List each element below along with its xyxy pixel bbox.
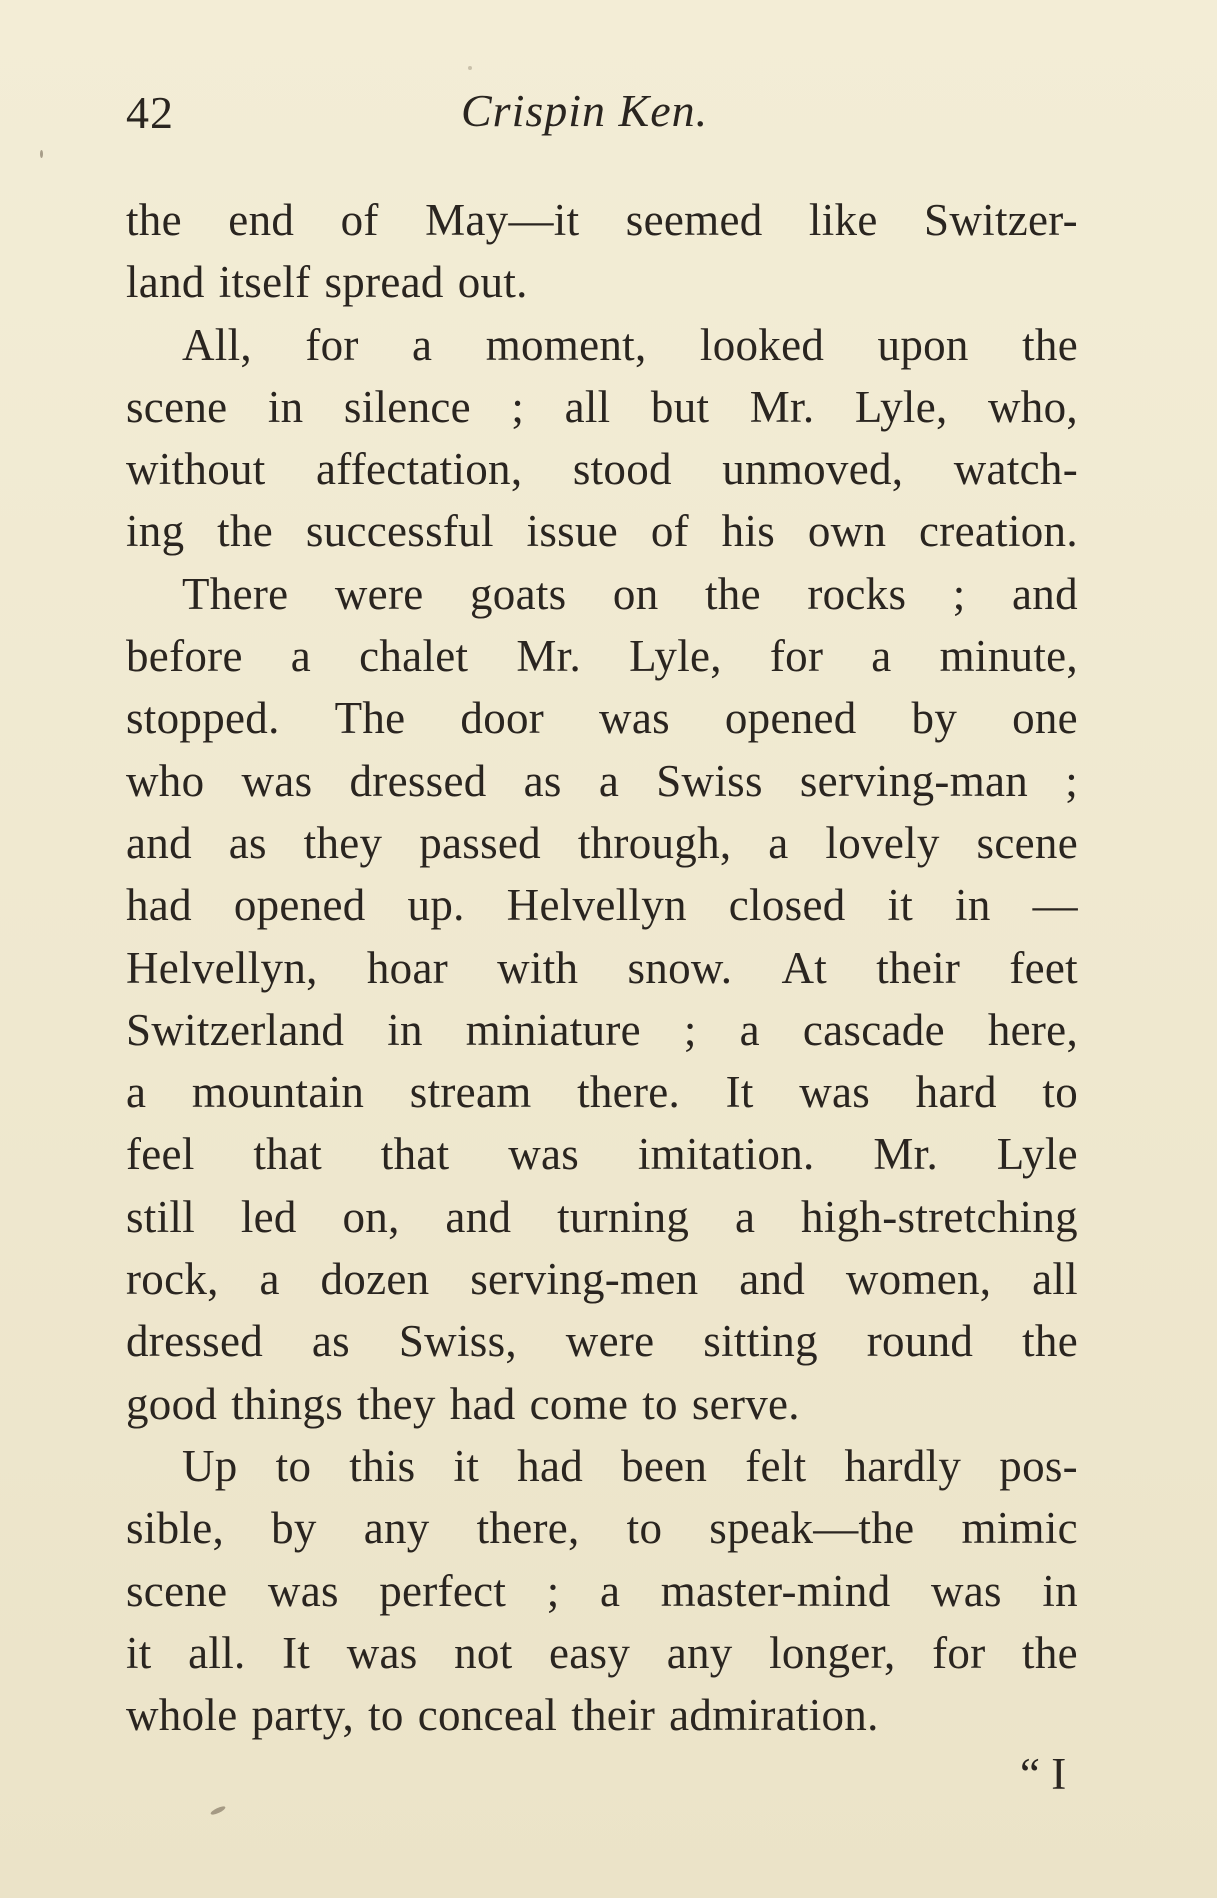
word: were — [565, 1316, 655, 1367]
word: ; — [546, 1565, 560, 1616]
paper-speck — [468, 66, 472, 70]
word: May—it — [425, 195, 580, 245]
word: looked — [699, 319, 825, 370]
word: whole — [126, 1690, 238, 1741]
word: their — [571, 1690, 656, 1741]
text-line — [126, 563, 1078, 625]
body-text — [126, 189, 1078, 1746]
word: by — [271, 1503, 317, 1554]
word: dressed — [349, 755, 487, 806]
word: scene — [976, 817, 1078, 868]
word: longer, — [769, 1627, 896, 1678]
word: rocks — [807, 568, 907, 619]
word: dozen — [320, 1254, 430, 1305]
word: sible, — [126, 1503, 225, 1554]
word: had — [126, 880, 192, 931]
word: ; — [1065, 755, 1078, 806]
word: ing — [126, 506, 185, 557]
word: a — [259, 1254, 280, 1305]
word: of — [340, 195, 379, 245]
word: a — [734, 1191, 756, 1242]
text-line — [126, 687, 1078, 749]
word: hardly — [844, 1440, 962, 1491]
word: still — [126, 1191, 196, 1242]
word: was — [267, 1565, 339, 1616]
text-line — [126, 189, 1078, 251]
word: the — [1022, 1627, 1078, 1678]
word: serve. — [691, 1378, 800, 1429]
word: opened — [233, 880, 366, 931]
word: goats — [469, 568, 567, 619]
word: any — [666, 1627, 733, 1678]
word: opened — [724, 693, 857, 744]
text-line — [126, 1061, 1078, 1123]
text-line — [126, 251, 1078, 313]
word: minute, — [939, 631, 1078, 682]
word: women, — [845, 1254, 992, 1305]
word: passed — [419, 817, 541, 868]
word: it — [453, 1440, 480, 1491]
word: hard — [915, 1067, 997, 1118]
word: Helvellyn — [506, 880, 687, 931]
word: good — [126, 1378, 218, 1429]
word: up. — [407, 880, 465, 931]
word: was — [508, 1129, 580, 1180]
word: was — [930, 1565, 1002, 1616]
text-line — [126, 1435, 1078, 1497]
word: with — [497, 942, 579, 993]
word: their — [876, 942, 961, 993]
word: a — [598, 755, 620, 806]
word: all. — [188, 1627, 246, 1678]
word: like — [808, 195, 878, 245]
text-line — [126, 874, 1078, 936]
word: and — [126, 817, 192, 868]
word: it — [887, 880, 914, 931]
text-line — [126, 1373, 1078, 1435]
word: silence — [343, 381, 471, 432]
word: round — [866, 1316, 974, 1367]
word: moment, — [485, 319, 647, 370]
word: for — [769, 631, 824, 682]
text-line — [126, 500, 1078, 562]
running-title: Crispin Ken. — [461, 85, 709, 136]
word: serving-men — [470, 1254, 699, 1305]
word: Lyle, — [629, 631, 722, 682]
word: but — [650, 381, 710, 432]
word: It — [282, 1627, 311, 1678]
word: had — [449, 1378, 516, 1429]
word: a — [871, 631, 892, 682]
word: easy — [549, 1627, 631, 1678]
word: this — [349, 1440, 416, 1491]
word: without — [126, 444, 266, 495]
word: mountain — [191, 1067, 365, 1118]
word: a — [290, 631, 312, 682]
word: by — [911, 693, 958, 744]
word: through, — [577, 817, 732, 868]
word: Switzerland — [126, 1004, 345, 1055]
word: watch- — [953, 444, 1078, 495]
word: The — [334, 693, 406, 744]
word: a — [599, 1565, 621, 1616]
text-line — [126, 750, 1078, 812]
word: At — [781, 942, 828, 993]
word: all — [1032, 1254, 1078, 1305]
word: Swiss, — [398, 1316, 517, 1367]
text-line — [126, 1248, 1078, 1310]
word: been — [621, 1440, 708, 1491]
word: was — [599, 693, 670, 744]
word: dressed — [126, 1316, 264, 1367]
word: the — [704, 568, 761, 619]
word: and — [739, 1254, 806, 1305]
paper-speck — [40, 150, 43, 158]
word: chalet — [359, 631, 469, 682]
word: All, — [182, 319, 252, 370]
word: closed — [728, 880, 846, 931]
text-line — [126, 1310, 1078, 1372]
word: they — [357, 1378, 436, 1429]
word: door — [460, 693, 545, 744]
word: speak—the — [709, 1503, 915, 1554]
page-header — [126, 78, 1076, 148]
word: had — [517, 1440, 584, 1491]
word: out. — [457, 257, 528, 308]
word: one — [1012, 693, 1078, 744]
word: perfect — [379, 1565, 507, 1616]
word: felt — [745, 1440, 807, 1491]
word: Mr. — [516, 631, 582, 682]
word: to — [275, 1440, 312, 1491]
word: seemed — [625, 195, 763, 245]
word: not — [454, 1627, 513, 1678]
word: here, — [987, 1004, 1078, 1055]
text-line — [126, 438, 1078, 500]
word: imitation. — [637, 1129, 815, 1180]
word: it — [126, 1627, 152, 1678]
catchword: “ I — [1020, 1749, 1067, 1799]
word: successful — [305, 506, 494, 557]
word: they — [303, 817, 383, 868]
word: in — [1042, 1565, 1078, 1616]
word: that — [380, 1129, 450, 1180]
word: ; — [511, 381, 525, 432]
word: high-stretching — [801, 1191, 1078, 1242]
word: to — [626, 1503, 663, 1554]
text-line — [126, 1560, 1078, 1622]
word: of — [650, 506, 689, 557]
word: Mr. — [749, 381, 815, 432]
text-line — [126, 937, 1078, 999]
text-line — [126, 1497, 1078, 1559]
text-line — [126, 625, 1078, 687]
word: Lyle — [996, 1129, 1078, 1180]
word: there. — [577, 1067, 681, 1118]
word: There — [182, 568, 289, 619]
word: serving-man — [799, 755, 1029, 806]
word: all — [564, 381, 611, 432]
word: as — [523, 755, 562, 806]
word: on — [612, 568, 659, 619]
word: in — [955, 880, 991, 931]
word: snow. — [627, 942, 733, 993]
word: the — [1022, 1316, 1078, 1367]
word: turning — [557, 1191, 690, 1242]
text-line — [126, 1684, 1078, 1746]
word: own — [807, 506, 887, 557]
word: who — [126, 755, 205, 806]
word: his — [721, 506, 776, 557]
text-line — [126, 376, 1078, 438]
word: Helvellyn, — [126, 942, 318, 993]
word: to — [1042, 1067, 1078, 1118]
word: pos- — [999, 1440, 1078, 1491]
word: miniature — [465, 1004, 641, 1055]
word: party, — [251, 1690, 355, 1741]
word: feet — [1009, 942, 1078, 993]
text-line — [126, 812, 1078, 874]
word: lovely — [825, 817, 940, 868]
word: It — [725, 1067, 754, 1118]
word: issue — [526, 506, 619, 557]
word: in — [387, 1004, 423, 1055]
text-line — [126, 314, 1078, 376]
word: was — [346, 1627, 418, 1678]
word: were — [334, 568, 424, 619]
word: a — [412, 319, 433, 370]
word: a — [126, 1067, 147, 1118]
word: in — [267, 381, 304, 432]
page-number: 42 — [126, 87, 174, 138]
word: spread — [324, 257, 444, 308]
text-line — [126, 999, 1078, 1061]
word: the — [126, 195, 182, 245]
word: Up — [182, 1440, 238, 1491]
word: stood — [572, 444, 672, 495]
text-line — [126, 1622, 1078, 1684]
word: come — [529, 1378, 629, 1429]
word: Swiss — [656, 755, 763, 806]
word: itself — [218, 257, 311, 308]
paper-speck — [210, 1805, 227, 1816]
word: creation. — [919, 506, 1078, 557]
word: led — [240, 1191, 297, 1242]
word: who, — [987, 381, 1078, 432]
word: admiration. — [669, 1690, 879, 1741]
word: feel — [126, 1129, 195, 1180]
word: hoar — [366, 942, 449, 993]
text-line — [126, 1186, 1078, 1248]
word: was — [799, 1067, 871, 1118]
word: land — [126, 257, 205, 308]
word: and — [1012, 568, 1078, 619]
word: for — [932, 1627, 986, 1678]
word: scene — [126, 1565, 228, 1616]
word: the — [217, 506, 274, 557]
word: that — [253, 1129, 323, 1180]
word: any — [363, 1503, 430, 1554]
word: master-mind — [660, 1565, 891, 1616]
word: a — [768, 817, 789, 868]
word: affectation, — [316, 444, 523, 495]
word: cascade — [802, 1004, 945, 1055]
text-line — [126, 1123, 1078, 1185]
word: Mr. — [873, 1129, 938, 1180]
word: to — [642, 1378, 678, 1429]
word: upon — [877, 319, 969, 370]
word: — — [1032, 880, 1078, 931]
word: mimic — [961, 1503, 1078, 1554]
word: rock, — [126, 1254, 219, 1305]
word: end — [228, 195, 295, 245]
word: on, — [342, 1191, 400, 1242]
word: and — [445, 1191, 512, 1242]
word: before — [126, 631, 243, 682]
word: to — [368, 1690, 404, 1741]
word: as — [228, 817, 267, 868]
word: stream — [409, 1067, 532, 1118]
word: scene — [126, 381, 228, 432]
word: sitting — [703, 1316, 818, 1367]
word: Lyle, — [854, 381, 948, 432]
word: conceal — [417, 1690, 558, 1741]
word: for — [305, 319, 359, 370]
word: Switzer- — [924, 195, 1078, 245]
word: the — [1022, 319, 1078, 370]
word: things — [231, 1378, 344, 1429]
word: ; — [952, 568, 966, 619]
word: ; — [683, 1004, 697, 1055]
word: stopped. — [126, 693, 280, 744]
word: there, — [476, 1503, 580, 1554]
word: was — [241, 755, 313, 806]
word: as — [311, 1316, 350, 1367]
word: a — [739, 1004, 760, 1055]
word: unmoved, — [722, 444, 904, 495]
